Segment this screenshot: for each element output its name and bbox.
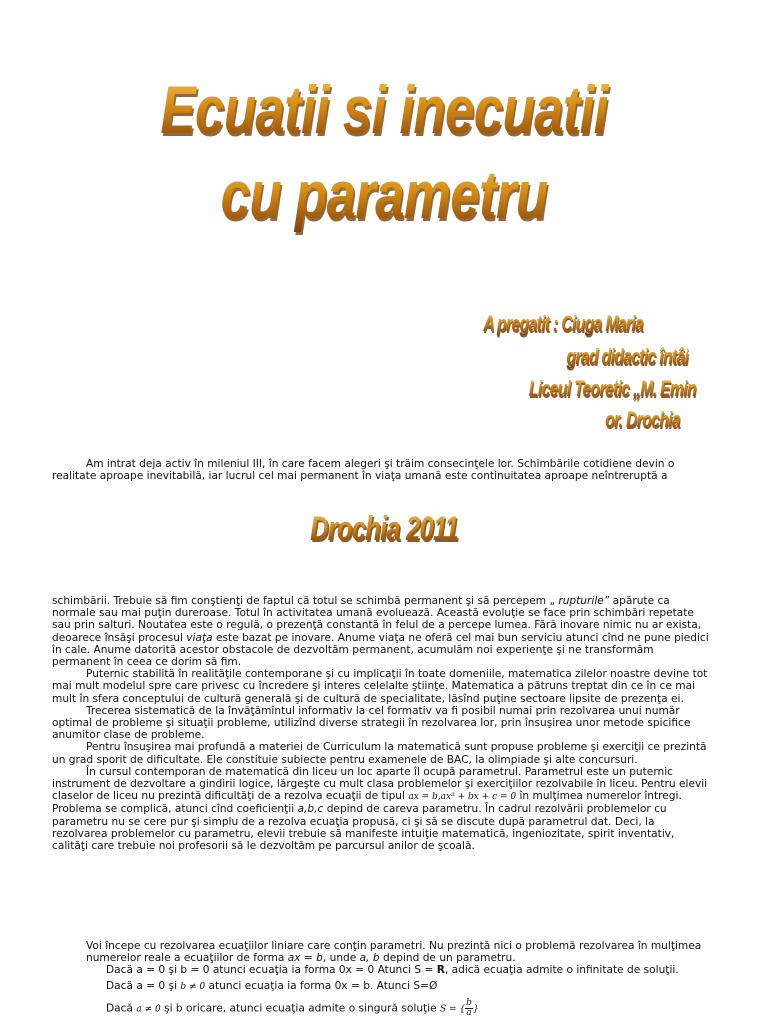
fraction-b-over-a (465, 999, 473, 1018)
linear-intro-b: , unde (322, 952, 360, 965)
case-3 (86, 999, 716, 1018)
p5-text-a: În cursul contemporan de matematică din liceu un loc aparte îl ocupă parametrul. Parametrul este un puternic instrument de dezvoltare a gindirii logice, lărgeşte cu mult clasa problemelor şi exerciţiilor rezolvabile în liceu. Pentru elevii claselor de liceu nu prezintă dificultăţi de a rezolva ecuaţii de tipul (52, 765, 708, 803)
case-1 (86, 964, 716, 976)
case-2-text-a: Dacă a = 0 şi (106, 979, 181, 992)
case-1-text-a: Dacă a = 0 şi b = 0 atunci ecuaţia ia forma 0x = 0 Atunci S = (106, 964, 437, 977)
fraction-denominator: a (466, 1007, 472, 1018)
formula-ax-b: ax = b (287, 952, 323, 965)
case-3-text-a: Dacă (106, 1002, 137, 1015)
formula-linear: ax = b, (408, 792, 441, 803)
case-3-text-b: şi b oricare, atunci ecuaţia admite o singură soluţie (160, 1002, 441, 1015)
linear-intro-c: depind de un parametru. (379, 952, 516, 965)
title-line-1: Ecuatii si inecuatii (84, 70, 683, 150)
fraction-numerator: b (466, 997, 472, 1008)
p1-emphasis-rupturile: rupturile” (554, 595, 610, 607)
author-line-1: A pregatit : Ciuga Maria (483, 311, 643, 336)
case-1-real-set: R (436, 964, 445, 977)
case-1-text-b: , adică ecuaţia admite o infinitate de soluţii. (444, 964, 679, 977)
p1-emphasis-viata: viaţa (186, 631, 213, 644)
solution-set-close: } (472, 1004, 479, 1015)
paragraph-1 (52, 595, 712, 668)
paragraph-4: Pentru însuşirea mai profundă a materiei de Curriculum la matematică sunt propuse probleme şi exerciţii ce prezintă un grad sporit de dificultate. Ele constituie subiecte pentru examenele de BAC, la olimpiade şi alte concursuri. (52, 741, 707, 766)
case-2 (86, 980, 716, 993)
formula-quadratic: ax² + bx + c = 0 (440, 792, 517, 803)
p5-text-c: depind de careva parametru. În cadrul rezolvării problemelor cu parametru nu se cere pur şi simplu de a rezolva ecuaţia propusă, ci şi să se discute după parametrul dat. Deci, la rezolvarea problemelor cu parametru, elevii trebuie să manifeste intuiţie matematică, ingeniozitate, spirit inventativ, calităţi care trebuie noi profesorii să le dezvoltăm pe parcursul anilor de şcoală. (52, 803, 675, 853)
linear-equations-section (86, 940, 716, 1018)
formula-coefficients: a,b,c (297, 803, 324, 816)
paragraph-3: Trecerea sistematică de la învăţămîntul informativ la cel formativ va fi posibil numai prin rezolvarea unui număr optimal de probleme şi situaţii probleme, utilizînd diverse strategii în rezolvarea lor, prin însuşirea unor metode spicifice anumitor clase de probleme. (52, 704, 691, 742)
paragraph-5 (52, 766, 712, 852)
author-line-2: grad didactic întâi (566, 344, 688, 369)
solution-set-open: S = { (440, 1004, 466, 1015)
formula-a-b: a, b (359, 952, 380, 965)
author-line-4: or. Drochia (605, 407, 680, 432)
p1-text-c: este bazat pe inovare. Anume viaţa ne oferă cel mai bun serviciu atunci cînd ne pune piedici în cale. Anume datorită acestor obstacole de dezvoltăm permanent, acumulăm noi experienţe şi ne transformăm permanent în ceea ce dorim să fim. (52, 631, 709, 669)
case-3-formula: a ≠ 0 (136, 1004, 161, 1015)
paragraph-2: Puternic stabilită în realităţile contemporane şi cu implicaţii în toate domeniile, matematica zilelor noastre devine tot mai mult modelul spre care privesc cu încredere şi interes celelalte ştiinţe. Matematica a pătruns treptat din ce în ce mai mult în sfera conceptului de cultură generală şi de cultură de specialitate, lăsînd puţine sectoare lipsite de prezenţa ei. (52, 668, 708, 705)
title-line-2: cu parametru (84, 155, 683, 235)
author-line-3: Liceul Teoretic „M. Emin (529, 376, 696, 401)
p5-text-b: în mulţimea numerelor întregi. Problema se complică, atunci cînd coeficienţii (52, 790, 682, 816)
linear-intro-a: Voi începe cu rezolvarea ecuaţiilor liniare care conţin parametri. Nu prezintă nici o problemă rezolvarea în mulţimea numerelor reale a ecuaţiilor de forma (86, 940, 702, 965)
p1-text-b: apărute ca normale sau mai puţin dureroase. Totul în activitatea umană evoluează. Această evoluţie se face prin schimbări repetate sau prin salturi. Noutatea este o regulă, o prezenţă constantă în felul de a percepe lumea. Fără inovare nimic nu ar exista, deoarece însăşi procesul (52, 595, 702, 644)
place-year-wordart: Drochia 2011 (96, 510, 672, 548)
p1-text-a: schimbării. Trebuie să fim conştienţi de faptul că totul se schimbă permanent şi să percepem „ (52, 595, 555, 607)
intro-paragraph: Am intrat deja activ în mileniul III, în care facem alegeri şi trăim consecinţele lor. Schimbările cotidiene devin o realitate aproape inevitabilă, iar lucrul cel mai permanent în viaţa umană este continuitatea aproape neîntreruptă a (52, 458, 675, 483)
case-2-formula: b ≠ 0 (180, 981, 206, 992)
linear-intro (86, 940, 716, 964)
case-2-text-b: atunci ecuaţia ia forma 0x = b. Atunci S=Ø (205, 979, 438, 992)
body-text (52, 595, 712, 852)
